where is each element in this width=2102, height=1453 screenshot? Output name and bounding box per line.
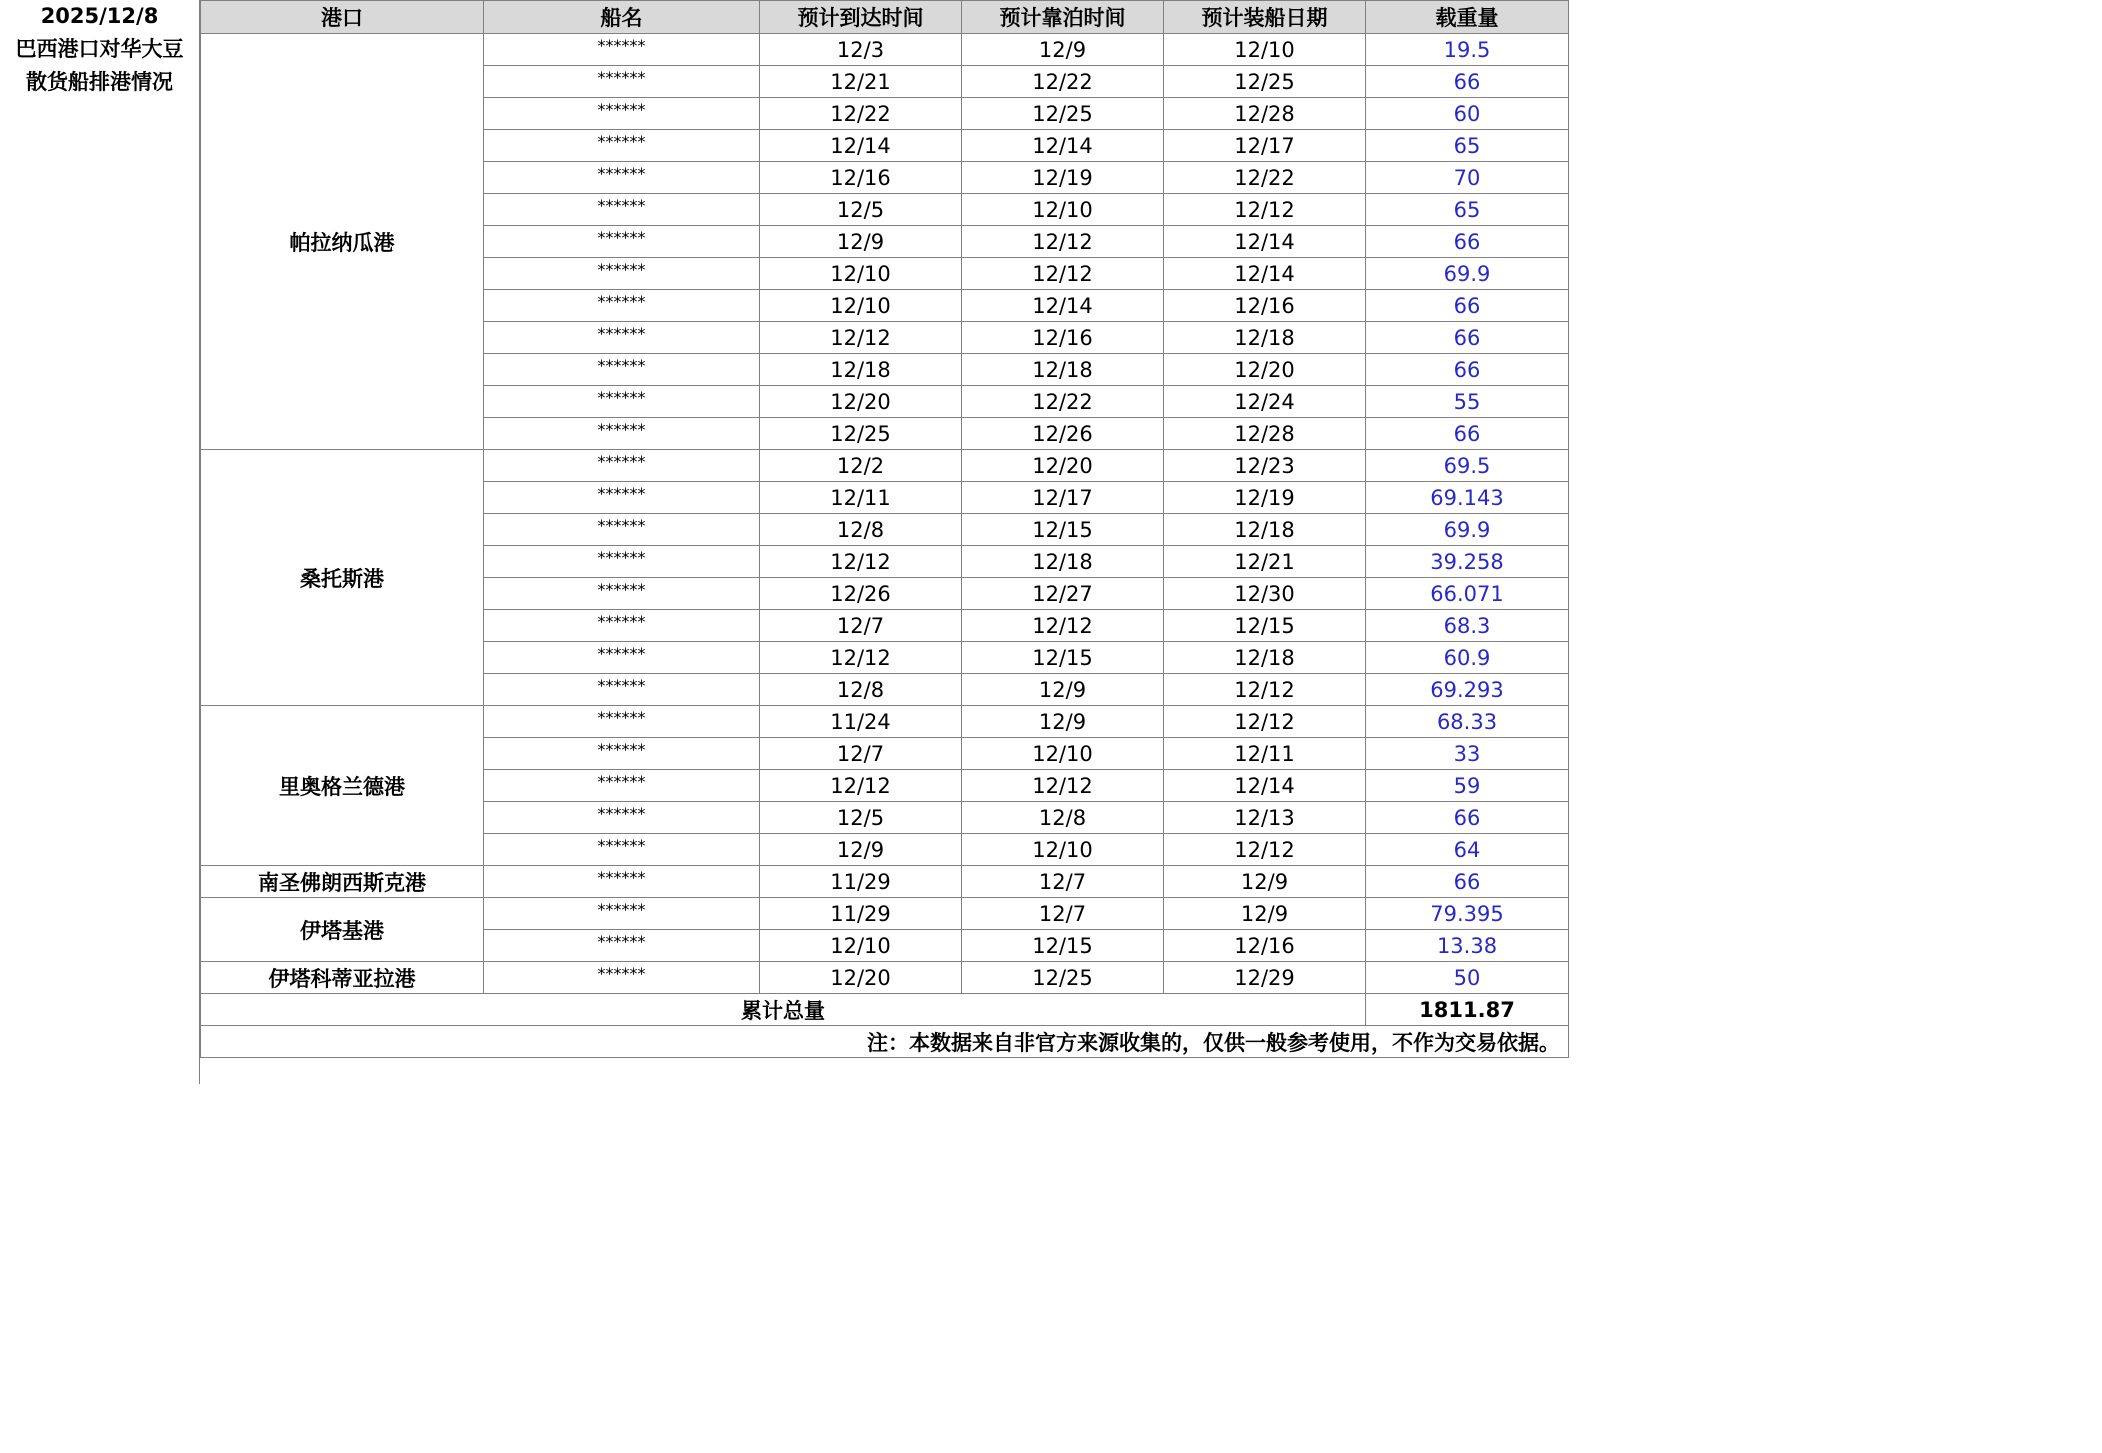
loading-date-cell: 12/9	[1164, 866, 1366, 898]
ship-name-cell: ******	[484, 130, 760, 162]
ship-name-cell: ******	[484, 290, 760, 322]
tonnage-cell: 33	[1366, 738, 1569, 770]
berthing-cell: 12/22	[962, 386, 1164, 418]
tonnage-cell: 50	[1366, 962, 1569, 994]
port-cell: 桑托斯港	[201, 450, 484, 706]
berthing-cell: 12/19	[962, 162, 1164, 194]
berthing-cell: 12/26	[962, 418, 1164, 450]
berthing-cell: 12/27	[962, 578, 1164, 610]
berthing-cell: 12/16	[962, 322, 1164, 354]
loading-date-cell: 12/14	[1164, 226, 1366, 258]
eta-cell: 12/11	[760, 482, 962, 514]
loading-date-cell: 12/29	[1164, 962, 1366, 994]
eta-cell: 12/16	[760, 162, 962, 194]
tonnage-cell: 55	[1366, 386, 1569, 418]
eta-cell: 12/25	[760, 418, 962, 450]
berthing-cell: 12/25	[962, 962, 1164, 994]
tonnage-cell: 79.395	[1366, 898, 1569, 930]
loading-date-cell: 12/24	[1164, 386, 1366, 418]
loading-date-cell: 12/12	[1164, 194, 1366, 226]
loading-date-cell: 12/13	[1164, 802, 1366, 834]
tonnage-cell: 70	[1366, 162, 1569, 194]
header-tonnage: 载重量	[1366, 1, 1569, 34]
header-port: 港口	[201, 1, 484, 34]
loading-date-cell: 12/28	[1164, 418, 1366, 450]
tonnage-cell: 66	[1366, 418, 1569, 450]
eta-cell: 12/3	[760, 34, 962, 66]
tonnage-cell: 69.9	[1366, 258, 1569, 290]
eta-cell: 12/14	[760, 130, 962, 162]
berthing-cell: 12/12	[962, 610, 1164, 642]
berthing-cell: 12/17	[962, 482, 1164, 514]
loading-date-cell: 12/23	[1164, 450, 1366, 482]
ship-name-cell: ******	[484, 866, 760, 898]
table-row	[201, 34, 1569, 66]
ship-name-cell: ******	[484, 706, 760, 738]
eta-cell: 11/24	[760, 706, 962, 738]
ship-name-cell: ******	[484, 450, 760, 482]
eta-cell: 11/29	[760, 866, 962, 898]
table-body	[201, 34, 1569, 994]
tonnage-cell: 66	[1366, 802, 1569, 834]
loading-date-cell: 12/18	[1164, 642, 1366, 674]
table-header-row	[201, 1, 1569, 34]
eta-cell: 12/10	[760, 930, 962, 962]
table-row	[201, 450, 1569, 482]
eta-cell: 12/12	[760, 546, 962, 578]
tonnage-cell: 66	[1366, 290, 1569, 322]
loading-date-cell: 12/15	[1164, 610, 1366, 642]
eta-cell: 11/29	[760, 898, 962, 930]
report-title-panel	[0, 0, 200, 1084]
berthing-cell: 12/7	[962, 866, 1164, 898]
loading-date-cell: 12/10	[1164, 34, 1366, 66]
eta-cell: 12/21	[760, 66, 962, 98]
note-row	[201, 1026, 1569, 1058]
eta-cell: 12/26	[760, 578, 962, 610]
eta-cell: 12/7	[760, 610, 962, 642]
loading-date-cell: 12/16	[1164, 290, 1366, 322]
ship-name-cell: ******	[484, 482, 760, 514]
berthing-cell: 12/22	[962, 66, 1164, 98]
berthing-cell: 12/15	[962, 930, 1164, 962]
loading-date-cell: 12/12	[1164, 674, 1366, 706]
eta-cell: 12/9	[760, 834, 962, 866]
header-ship-name: 船名	[484, 1, 760, 34]
port-cell: 帕拉纳瓜港	[201, 34, 484, 450]
berthing-cell: 12/10	[962, 738, 1164, 770]
loading-date-cell: 12/17	[1164, 130, 1366, 162]
loading-date-cell: 12/21	[1164, 546, 1366, 578]
vessel-lineup-table	[200, 0, 1569, 1058]
total-value: 1811.87	[1366, 994, 1569, 1026]
port-cell: 伊塔基港	[201, 898, 484, 962]
report-title-line-1: 巴西港口对华大豆	[15, 37, 184, 61]
ship-name-cell: ******	[484, 66, 760, 98]
ship-name-cell: ******	[484, 738, 760, 770]
table-row	[201, 962, 1569, 994]
tonnage-cell: 60	[1366, 98, 1569, 130]
ship-name-cell: ******	[484, 802, 760, 834]
table-row	[201, 706, 1569, 738]
ship-name-cell: ******	[484, 258, 760, 290]
tonnage-cell: 66	[1366, 66, 1569, 98]
eta-cell: 12/20	[760, 386, 962, 418]
eta-cell: 12/20	[760, 962, 962, 994]
loading-date-cell: 12/16	[1164, 930, 1366, 962]
ship-name-cell: ******	[484, 546, 760, 578]
tonnage-cell: 66.071	[1366, 578, 1569, 610]
header-loading-date: 预计装船日期	[1164, 1, 1366, 34]
port-cell: 伊塔科蒂亚拉港	[201, 962, 484, 994]
ship-name-cell: ******	[484, 194, 760, 226]
eta-cell: 12/9	[760, 226, 962, 258]
eta-cell: 12/8	[760, 514, 962, 546]
tonnage-cell: 66	[1366, 322, 1569, 354]
loading-date-cell: 12/11	[1164, 738, 1366, 770]
disclaimer-note: 注：本数据来自非官方来源收集的，仅供一般参考使用，不作为交易依据。	[201, 1026, 1569, 1058]
berthing-cell: 12/20	[962, 450, 1164, 482]
loading-date-cell: 12/9	[1164, 898, 1366, 930]
tonnage-cell: 60.9	[1366, 642, 1569, 674]
berthing-cell: 12/10	[962, 834, 1164, 866]
tonnage-cell: 65	[1366, 130, 1569, 162]
tonnage-cell: 59	[1366, 770, 1569, 802]
ship-name-cell: ******	[484, 354, 760, 386]
berthing-cell: 12/7	[962, 898, 1164, 930]
loading-date-cell: 12/12	[1164, 834, 1366, 866]
table-row	[201, 866, 1569, 898]
loading-date-cell: 12/18	[1164, 514, 1366, 546]
total-row	[201, 994, 1569, 1026]
loading-date-cell: 12/12	[1164, 706, 1366, 738]
tonnage-cell: 69.293	[1366, 674, 1569, 706]
eta-cell: 12/8	[760, 674, 962, 706]
report-title-line-2: 散货船排港情况	[26, 70, 173, 94]
loading-date-cell: 12/22	[1164, 162, 1366, 194]
berthing-cell: 12/8	[962, 802, 1164, 834]
tonnage-cell: 66	[1366, 226, 1569, 258]
loading-date-cell: 12/18	[1164, 322, 1366, 354]
berthing-cell: 12/15	[962, 642, 1164, 674]
tonnage-cell: 69.9	[1366, 514, 1569, 546]
tonnage-cell: 69.143	[1366, 482, 1569, 514]
ship-name-cell: ******	[484, 962, 760, 994]
ship-name-cell: ******	[484, 610, 760, 642]
eta-cell: 12/18	[760, 354, 962, 386]
ship-name-cell: ******	[484, 162, 760, 194]
ship-name-cell: ******	[484, 578, 760, 610]
header-berthing: 预计靠泊时间	[962, 1, 1164, 34]
tonnage-cell: 69.5	[1366, 450, 1569, 482]
tonnage-cell: 39.258	[1366, 546, 1569, 578]
berthing-cell: 12/12	[962, 226, 1164, 258]
tonnage-cell: 19.5	[1366, 34, 1569, 66]
eta-cell: 12/12	[760, 770, 962, 802]
ship-name-cell: ******	[484, 226, 760, 258]
loading-date-cell: 12/19	[1164, 482, 1366, 514]
berthing-cell: 12/9	[962, 34, 1164, 66]
berthing-cell: 12/9	[962, 674, 1164, 706]
loading-date-cell: 12/20	[1164, 354, 1366, 386]
ship-name-cell: ******	[484, 642, 760, 674]
berthing-cell: 12/9	[962, 706, 1164, 738]
ship-name-cell: ******	[484, 386, 760, 418]
tonnage-cell: 13.38	[1366, 930, 1569, 962]
tonnage-cell: 66	[1366, 866, 1569, 898]
loading-date-cell: 12/25	[1164, 66, 1366, 98]
eta-cell: 12/5	[760, 802, 962, 834]
berthing-cell: 12/12	[962, 258, 1164, 290]
eta-cell: 12/12	[760, 322, 962, 354]
ship-name-cell: ******	[484, 34, 760, 66]
eta-cell: 12/12	[760, 642, 962, 674]
eta-cell: 12/2	[760, 450, 962, 482]
berthing-cell: 12/25	[962, 98, 1164, 130]
tonnage-cell: 68.33	[1366, 706, 1569, 738]
eta-cell: 12/10	[760, 258, 962, 290]
eta-cell: 12/5	[760, 194, 962, 226]
header-eta: 预计到达时间	[760, 1, 962, 34]
table-row	[201, 898, 1569, 930]
port-cell: 里奥格兰德港	[201, 706, 484, 866]
berthing-cell: 12/14	[962, 290, 1164, 322]
ship-name-cell: ******	[484, 930, 760, 962]
ship-name-cell: ******	[484, 770, 760, 802]
berthing-cell: 12/18	[962, 546, 1164, 578]
loading-date-cell: 12/28	[1164, 98, 1366, 130]
eta-cell: 12/10	[760, 290, 962, 322]
loading-date-cell: 12/14	[1164, 770, 1366, 802]
tonnage-cell: 68.3	[1366, 610, 1569, 642]
total-label: 累计总量	[201, 994, 1366, 1026]
loading-date-cell: 12/30	[1164, 578, 1366, 610]
ship-name-cell: ******	[484, 98, 760, 130]
ship-name-cell: ******	[484, 514, 760, 546]
berthing-cell: 12/12	[962, 770, 1164, 802]
ship-name-cell: ******	[484, 322, 760, 354]
ship-name-cell: ******	[484, 674, 760, 706]
eta-cell: 12/7	[760, 738, 962, 770]
loading-date-cell: 12/14	[1164, 258, 1366, 290]
report-date: 2025/12/8	[40, 4, 159, 28]
berthing-cell: 12/14	[962, 130, 1164, 162]
port-cell: 南圣佛朗西斯克港	[201, 866, 484, 898]
ship-name-cell: ******	[484, 834, 760, 866]
tonnage-cell: 66	[1366, 354, 1569, 386]
berthing-cell: 12/10	[962, 194, 1164, 226]
eta-cell: 12/22	[760, 98, 962, 130]
ship-name-cell: ******	[484, 898, 760, 930]
ship-name-cell: ******	[484, 418, 760, 450]
tonnage-cell: 64	[1366, 834, 1569, 866]
berthing-cell: 12/18	[962, 354, 1164, 386]
berthing-cell: 12/15	[962, 514, 1164, 546]
tonnage-cell: 65	[1366, 194, 1569, 226]
